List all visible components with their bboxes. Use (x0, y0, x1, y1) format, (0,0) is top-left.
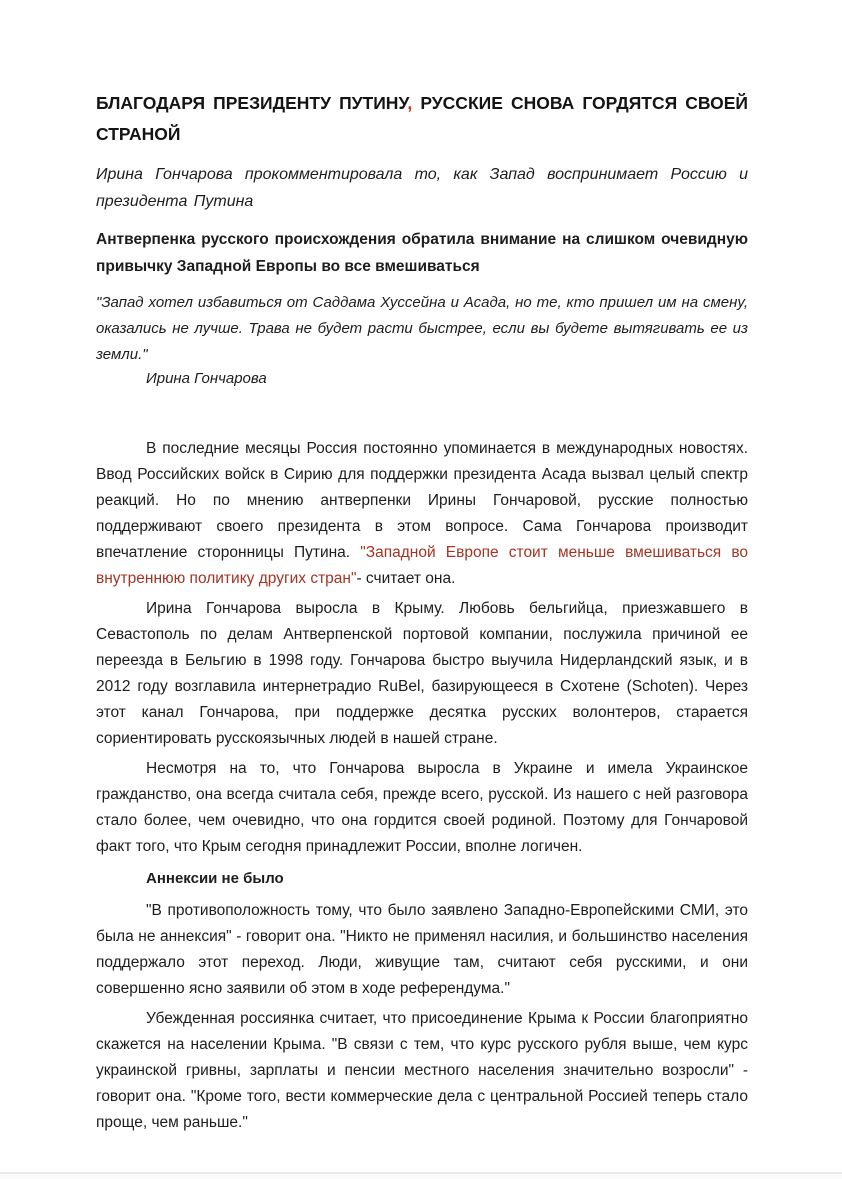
quote-attribution: Ирина Гончарова (146, 370, 267, 387)
article-subhead: Антверпенка русского происхождения обратила внимание на слишком очевидную привычку Западной Европы во все вмешиваться (96, 231, 748, 275)
pull-quote: "Запад хотел избавиться от Саддама Хуссейна и Асада, но те, кто пришел им на смену, оказались не лучше. Трава не будет расти быстрее, если вы будете вытягивать ее из земли." (96, 294, 748, 363)
paragraph-2: Ирина Гончарова выросла в Крыму. Любовь бельгийца, приезжавшего в Севастополь по делам Антверпенской портовой компании, послужила причиной ее переезда в Бельгию в 1998 году. Гончарова быстро выучила Нидерландский язык, и в 2012 году возглавила интернетрадио RuBel, базирующееся в Схотене (Schoten). Через этот канал Гончарова, при поддержке десятка русских волонтеров, старается сориентировать русскоязычных людей в нашей стране. (96, 600, 748, 747)
section-heading-annexation: Аннексии не было (146, 870, 284, 887)
paragraph-1-text: В последние месяцы Россия постоянно упоминается в международных новостях. Ввод Российских войск в Сирию для поддержки президента Асада вызвал целый спектр реакций. Но по мнению антверпенки Ирины Гончаровой, русские полностью поддерживают своего президента в этом вопросе. Сама Гончарова производит впечатление сторонницы Путина. (96, 440, 748, 561)
article-title-text-start: БЛАГОДАРЯ ПРЕЗИДЕНТУ ПУТИНУ (96, 93, 408, 113)
paragraph-4: "В противоположность тому, что было заявлено Западно-Европейскими СМИ, это была не аннексия" - говорит она. "Никто не применял насилия, и большинство населения поддержало этот переход. Люди, живущие там, считают себя русскими, и они совершенно ясно заявили об этом в ходе референдума." (96, 902, 748, 997)
paragraph-5: Убежденная россиянка считает, что присоединение Крыма к России благоприятно скажется на населении Крыма. "В связи с тем, что курс русского рубля выше, чем курс украинской гривны, зарплаты и пенсии местного населения значительно возросли" - говорит она. "Кроме того, вести коммерческие дела с центральной Россией теперь стало проще, чем раньше." (96, 1010, 748, 1131)
paragraph-1-red-quote: "Западной Европе стоит меньше вмешиваться во внутреннюю политику других стран" (96, 544, 748, 587)
paragraph-1-text-end: - считает она. (356, 570, 456, 587)
article-title-text-end: РУССКИЕ СНОВА ГОРДЯТСЯ СВОЕЙ СТРАНОЙ (96, 93, 748, 144)
article-body (96, 88, 748, 1140)
page-edge-margin (0, 1174, 842, 1179)
article-lede: Ирина Гончарова прокомментировала то, как Запад воспринимает Россию и президента Путина (96, 166, 748, 210)
article-title (96, 88, 748, 150)
title-red-comma: , (407, 93, 413, 113)
paragraph-3: Несмотря на то, что Гончарова выросла в Украине и имела Украинское гражданство, она всегда считала себя, прежде всего, русской. Из нашего с ней разговора стало более, чем очевидно, что она гордится своей родиной. Поэтому для Гончаровой факт того, что Крым сегодня принадлежит России, вполне логичен. (96, 760, 748, 855)
paragraph-1 (96, 436, 748, 592)
